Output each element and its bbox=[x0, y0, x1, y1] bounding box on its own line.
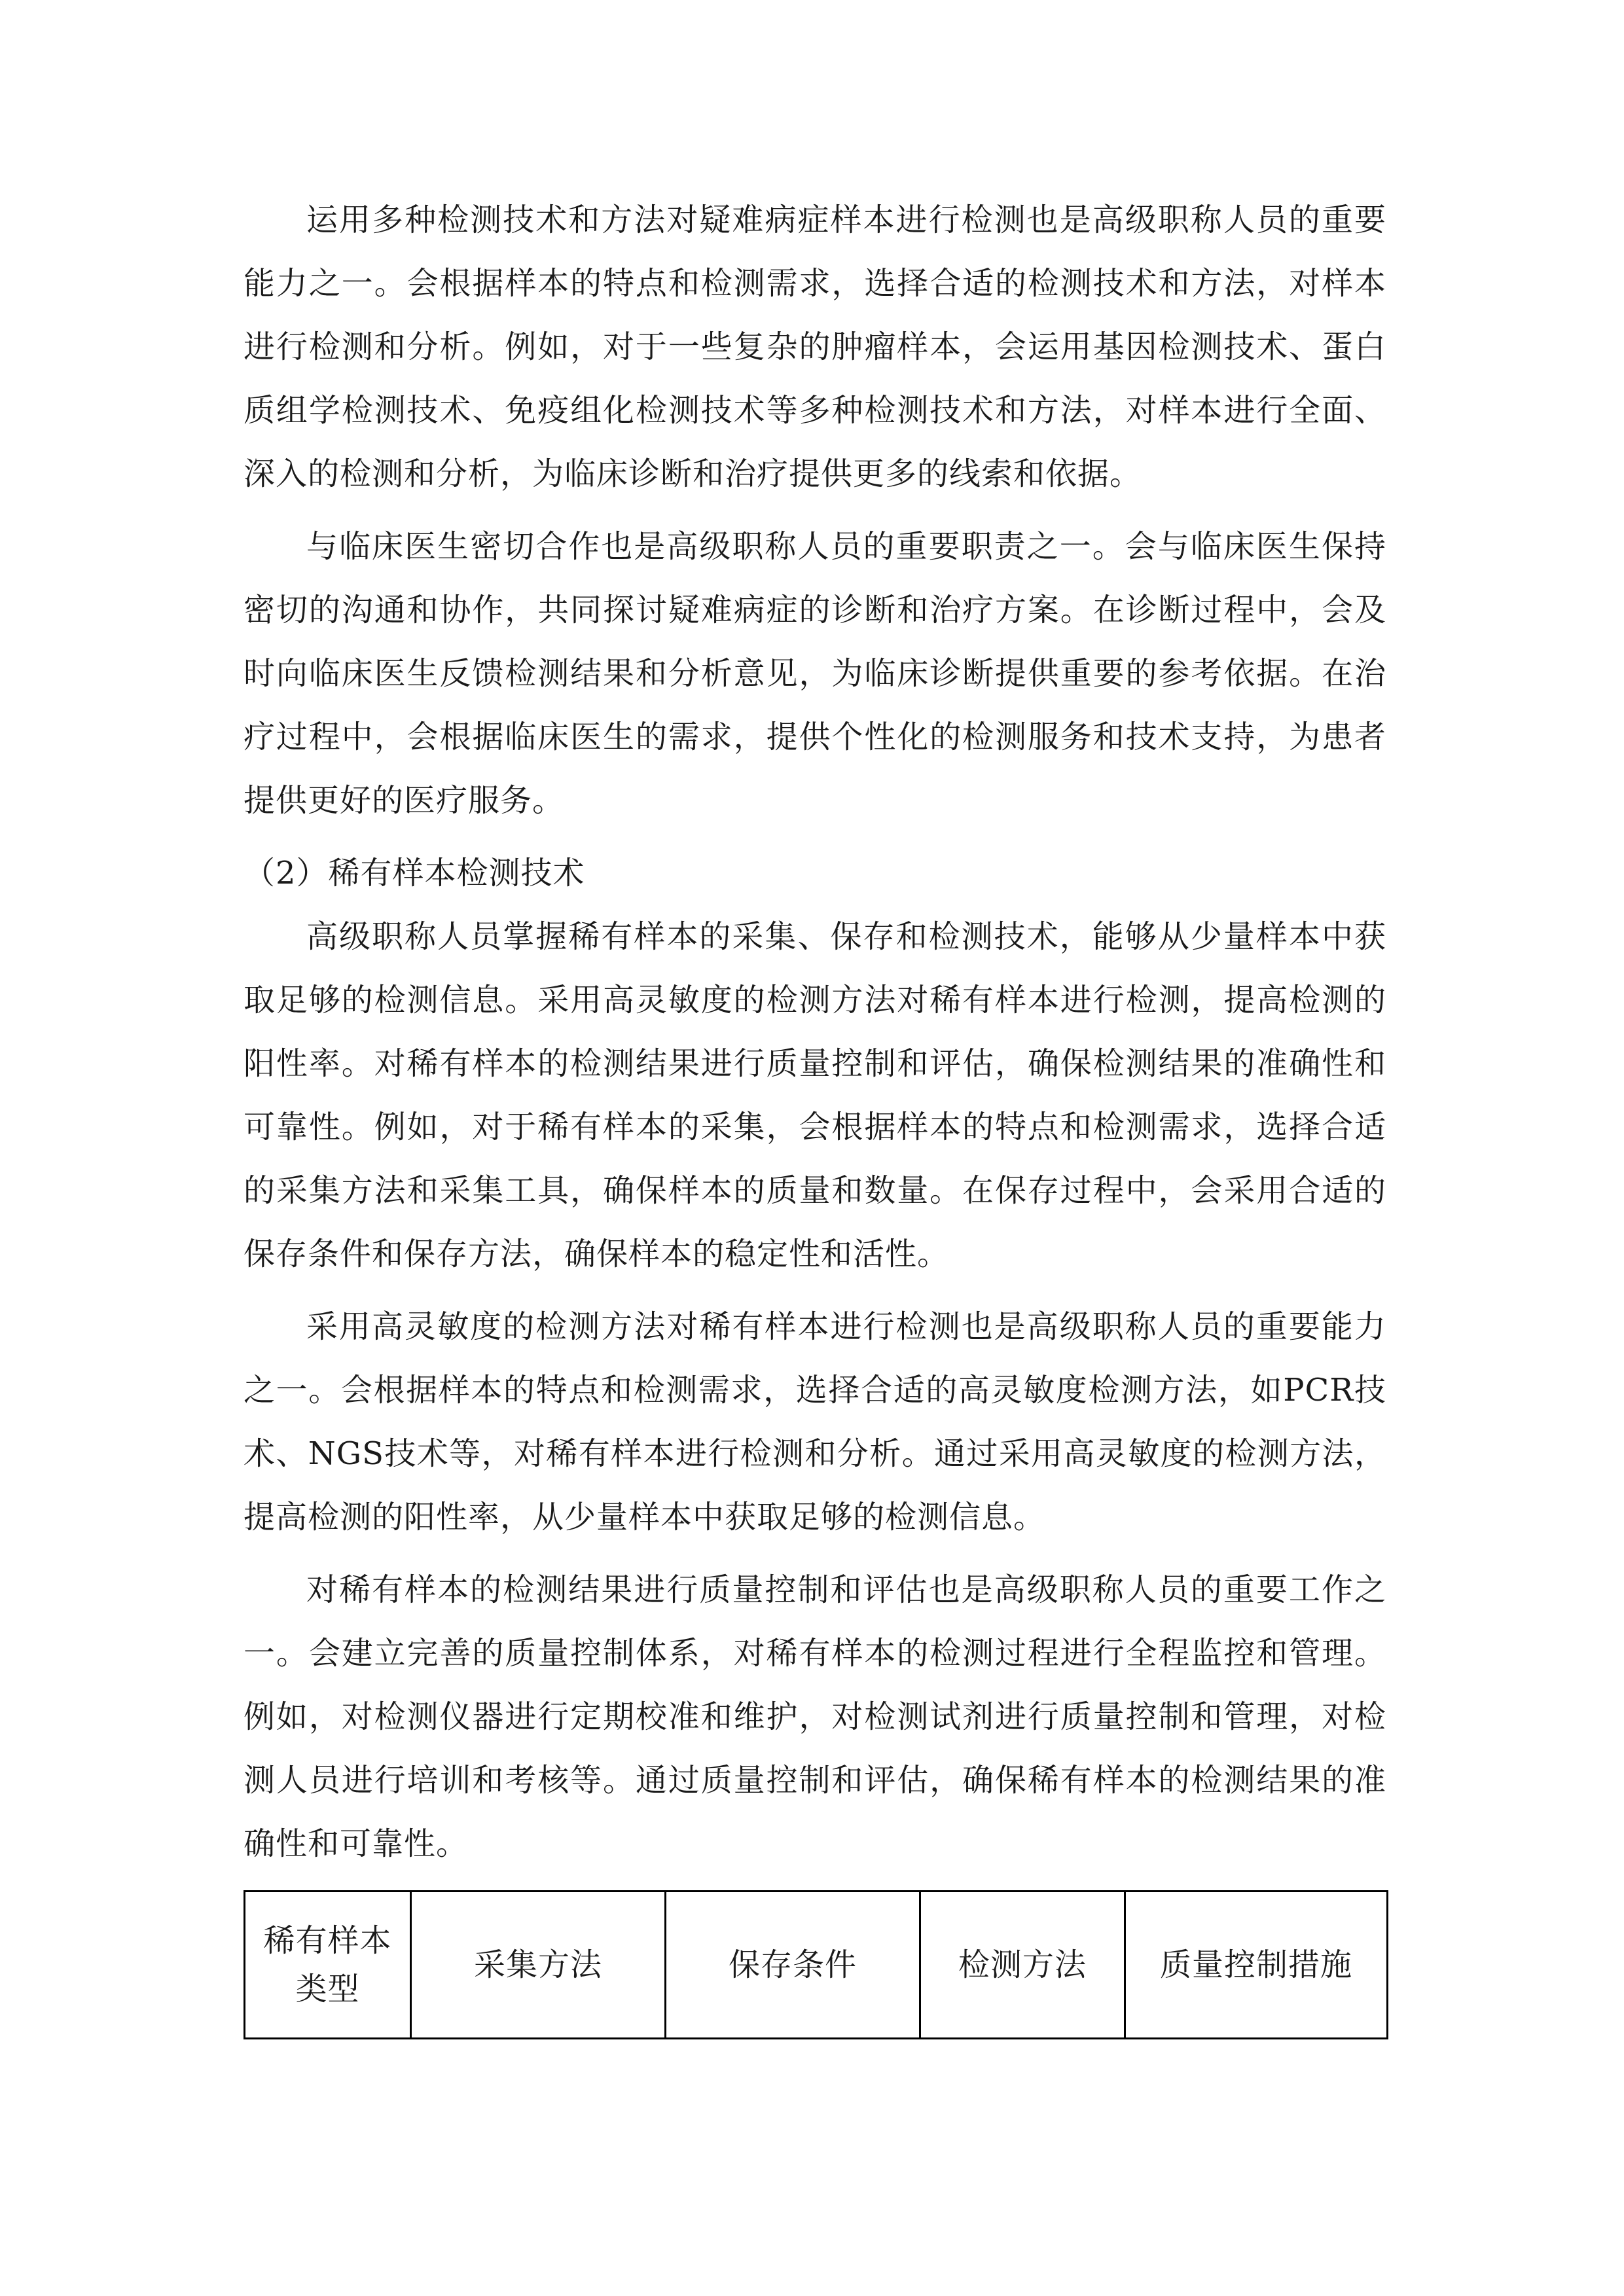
header-quality-control: 质量控制措施 bbox=[1125, 1892, 1388, 2039]
paragraph-quality-control: 对稀有样本的检测结果进行质量控制和评估也是高级职称人员的重要工作之一。会建立完善的质量控制体系，对稀有样本的检测过程进行全程监控和管理。例如，对检测仪器进行定期校准和维护，对检测试剂进行质量控制和管理，对检测人员进行培训和考核等。通过质量控制和评估，确保稀有样本的检测结果的准确性和可靠性。 bbox=[244, 1571, 1386, 1862]
paragraph-multi-technique-detection: 运用多种检测技术和方法对疑难病症样本进行检测也是高级职称人员的重要能力之一。会根据样本的特点和检测需求，选择合适的检测技术和方法，对样本进行检测和分析。例如，对于一些复杂的肿瘤样本，会运用基因检测技术、蛋白质组学检测技术、免疫组化检测技术等多种检测技术和方法，对样本进行全面、深入的检测和分析，为临床诊断和治疗提供更多的线索和依据。 bbox=[244, 202, 1386, 492]
rare-sample-table bbox=[244, 1890, 1388, 2039]
section-heading: （2）稀有样本检测技术 bbox=[244, 855, 585, 891]
paragraph-clinical-cooperation: 与临床医生密切合作也是高级职称人员的重要职责之一。会与临床医生保持密切的沟通和协作，共同探讨疑难病症的诊断和治疗方案。在诊断过程中，会及时向临床医生反馈检测结果和分析意见，为临床诊断提供重要的参考依据。在治疗过程中，会根据临床医生的需求，提供个性化的检测服务和技术支持，为患者提供更好的医疗服务。 bbox=[244, 528, 1386, 819]
paragraph-rare-sample-techniques: 高级职称人员掌握稀有样本的采集、保存和检测技术，能够从少量样本中获取足够的检测信息。采用高灵敏度的检测方法对稀有样本进行检测，提高检测的阳性率。对稀有样本的检测结果进行质量控制和评估，确保检测结果的准确性和可靠性。例如，对于稀有样本的采集，会根据样本的特点和检测需求，选择合适的采集方法和采集工具，确保样本的质量和数量。在保存过程中，会采用合适的保存条件和保存方法，确保样本的稳定性和活性。 bbox=[244, 918, 1386, 1272]
paragraph-high-sensitivity-methods: 采用高灵敏度的检测方法对稀有样本进行检测也是高级职称人员的重要能力之一。会根据样本的特点和检测需求，选择合适的高灵敏度检测方法，如PCR技术、NGS技术等，对稀有样本进行检测和分析。通过采用高灵敏度的检测方法，提高检测的阳性率，从少量样本中获取足够的检测信息。 bbox=[244, 1308, 1386, 1535]
table-header-row bbox=[245, 1892, 1388, 2039]
header-sample-type: 稀有样本类型 bbox=[245, 1892, 411, 2039]
document-body bbox=[244, 188, 1386, 2039]
header-collection-method: 采集方法 bbox=[411, 1892, 666, 2039]
header-detection-method: 检测方法 bbox=[920, 1892, 1125, 2039]
header-storage-conditions: 保存条件 bbox=[666, 1892, 920, 2039]
